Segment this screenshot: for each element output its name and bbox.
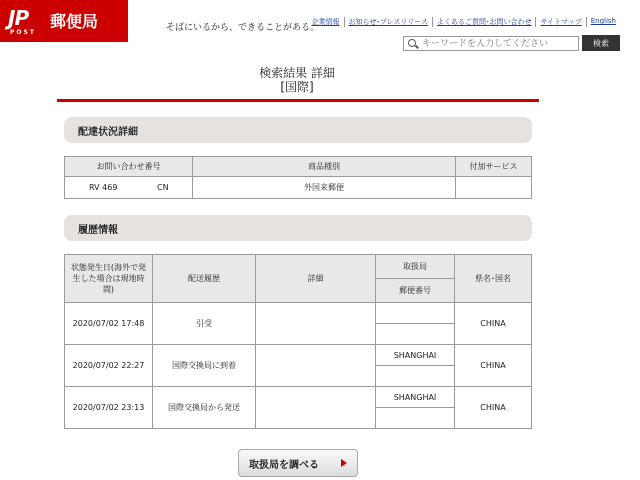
product-type-cell: 外国来郵便: [193, 177, 456, 199]
header-additional-service: 付加サービス: [456, 157, 532, 177]
history-section-header: 履歴情報: [64, 215, 532, 241]
delivery-section-header: 配達状況詳細: [64, 117, 532, 143]
top-links: [308, 17, 620, 27]
search-icon: [407, 38, 419, 50]
header-postal-code: 郵便番号: [376, 279, 455, 303]
history-date: 2020/07/02 23:13: [65, 387, 153, 429]
additional-service-cell: [456, 177, 532, 199]
history-status: 国際交換局から発送: [153, 387, 256, 429]
link-english[interactable]: English: [586, 17, 620, 27]
history-region: CHINA: [455, 387, 532, 429]
history-region: CHINA: [455, 345, 532, 387]
history-status: 引受: [153, 303, 256, 345]
table-header-row: [65, 255, 532, 279]
logo-name: 郵便局: [50, 12, 99, 31]
history-postal: [376, 366, 455, 387]
page-title: [0, 66, 594, 94]
history-date: 2020/07/02 17:48: [65, 303, 153, 345]
find-post-office-button[interactable]: [238, 449, 358, 477]
logo-jp-mark: JP: [8, 6, 29, 30]
tagline: そばにいるから、できることがある。: [166, 23, 320, 33]
history-postal: [376, 408, 455, 429]
history-office: SHANGHAI: [376, 387, 455, 408]
tracking-number-cell: [65, 177, 193, 199]
arrow-right-icon: [341, 459, 347, 467]
table-header-row: [65, 157, 532, 177]
table-row: [65, 387, 532, 408]
history-detail: [256, 303, 376, 345]
history-region: CHINA: [455, 303, 532, 345]
table-row: [65, 345, 532, 366]
logo-post-text: POST: [10, 29, 36, 36]
page-title-line2: [国際]: [280, 80, 314, 94]
header-office: 取扱局: [376, 255, 455, 279]
history-status: 国際交換局に到着: [153, 345, 256, 387]
link-sitemap[interactable]: サイトマップ: [535, 17, 585, 27]
page-title-line1: 検索結果 詳細: [259, 66, 335, 80]
tracking-suffix: CN: [157, 183, 169, 192]
header-product-type: 商品種別: [193, 157, 456, 177]
history-table: [64, 254, 532, 429]
history-detail: [256, 387, 376, 429]
history-date: 2020/07/02 22:27: [65, 345, 153, 387]
search-input[interactable]: [422, 39, 572, 49]
header-status: 配送履歴: [153, 255, 256, 303]
table-row: [65, 177, 532, 199]
link-press-release[interactable]: お知らせ･プレスリリース: [344, 17, 432, 27]
find-post-office-label: 取扱局を調べる: [249, 459, 319, 471]
header-date: 状態発生日(海外で発生した場合は現地時間): [65, 255, 153, 303]
history-detail: [256, 345, 376, 387]
japan-post-logo[interactable]: [0, 0, 128, 42]
link-faq-contact[interactable]: よくあるご質問･お問い合わせ: [432, 17, 536, 27]
header-region: 県名･国名: [455, 255, 532, 303]
delivery-table: [64, 156, 532, 199]
header-detail: 詳細: [256, 255, 376, 303]
history-office: [376, 303, 455, 324]
tracking-prefix: RV 469: [89, 183, 118, 192]
header-tracking-number: お問い合わせ番号: [65, 157, 193, 177]
link-corporate-info[interactable]: 企業情報: [311, 18, 340, 26]
history-office: SHANGHAI: [376, 345, 455, 366]
history-postal: [376, 324, 455, 345]
table-row: [65, 303, 532, 324]
search-box: [403, 36, 579, 51]
title-divider: [57, 99, 539, 102]
search-button[interactable]: 検索: [582, 35, 620, 51]
